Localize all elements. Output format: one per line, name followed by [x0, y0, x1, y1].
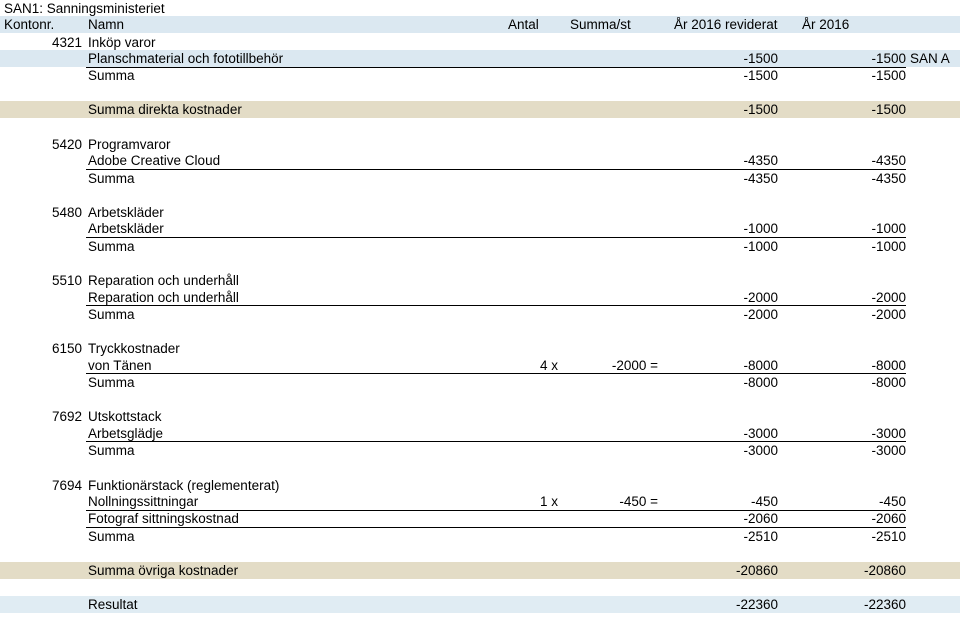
- account-header-row: [0, 408, 960, 425]
- header-year: År 2016: [802, 17, 850, 32]
- item-name: Arbetsglädje: [88, 426, 164, 441]
- sum-year: -3000: [871, 443, 906, 458]
- item-name: Reparation och underhåll: [88, 290, 239, 305]
- item-name: Nollningssittningar: [88, 494, 199, 509]
- line-item-row: [0, 50, 960, 67]
- item-note: SAN A: [910, 51, 950, 66]
- account-number: 7692: [51, 409, 82, 424]
- account-number: 7694: [51, 478, 82, 493]
- item-year: -1500: [871, 51, 906, 66]
- sum-revised: -2000: [743, 307, 778, 322]
- account-header-row: [0, 340, 960, 357]
- item-revised: -1500: [743, 51, 778, 66]
- line-item-row: [0, 152, 960, 169]
- sum-revised: -4350: [743, 171, 778, 186]
- item-year: -8000: [871, 358, 906, 373]
- header-revised: År 2016 reviderat: [674, 17, 778, 32]
- sum-label: Summa: [88, 68, 135, 83]
- item-name: Planschmaterial och fototillbehör: [88, 51, 284, 66]
- sheet-title: SAN1: Sanningsministeriet: [4, 1, 165, 16]
- item-year: -450: [878, 494, 906, 509]
- sum-row: [0, 528, 960, 545]
- sum-year: -2000: [871, 307, 906, 322]
- item-qty: 4 x: [539, 358, 558, 373]
- sum-revised: -1000: [743, 239, 778, 254]
- sum-year: -1000: [871, 239, 906, 254]
- direct-costs-row: [0, 101, 960, 118]
- item-revised: -1000: [743, 221, 778, 236]
- sum-row: [0, 238, 960, 255]
- item-year: -4350: [871, 153, 906, 168]
- sum-revised: -3000: [743, 443, 778, 458]
- item-price: -2000 =: [611, 358, 658, 373]
- item-name: Fotograf sittningskostnad: [88, 511, 239, 526]
- item-year: -3000: [871, 426, 906, 441]
- result-year: -22360: [863, 597, 906, 612]
- sum-row: [0, 170, 960, 187]
- sum-label: Summa: [88, 443, 135, 458]
- account-title: Utskottstack: [88, 409, 162, 424]
- sum-label: Summa: [88, 307, 135, 322]
- item-revised: -450: [750, 494, 778, 509]
- sum-revised: -1500: [743, 68, 778, 83]
- account-header-row: [0, 272, 960, 289]
- sum-label: Summa: [88, 529, 135, 544]
- line-item-row: [0, 510, 960, 527]
- other-costs-label: Summa övriga kostnader: [88, 563, 239, 578]
- sum-year: -2510: [871, 529, 906, 544]
- account-title: Tryckkostnader: [88, 341, 180, 356]
- header-qty: Antal: [508, 17, 539, 32]
- account-number: 6150: [51, 341, 82, 356]
- other-costs-year: -20860: [863, 563, 906, 578]
- item-revised: -8000: [743, 358, 778, 373]
- sheet-title-row: [0, 0, 960, 17]
- account-header-row: [0, 34, 960, 51]
- item-year: -2060: [871, 511, 906, 526]
- direct-costs-year: -1500: [871, 102, 906, 117]
- account-number: 5420: [51, 137, 82, 152]
- item-name: von Tänen: [88, 358, 152, 373]
- line-item-row: [0, 425, 960, 442]
- result-revised: -22360: [735, 597, 778, 612]
- direct-costs-label: Summa direkta kostnader: [88, 102, 242, 117]
- sum-row: [0, 306, 960, 323]
- account-title: Inköp varor: [88, 35, 156, 50]
- item-price: -450 =: [619, 494, 658, 509]
- item-name: Arbetskläder: [88, 221, 164, 236]
- account-number: 5510: [51, 273, 82, 288]
- item-revised: -2000: [743, 290, 778, 305]
- column-header-row: [0, 16, 960, 33]
- result-row: [0, 596, 960, 613]
- item-qty: 1 x: [539, 494, 558, 509]
- sum-year: -4350: [871, 171, 906, 186]
- line-item-row: [0, 493, 960, 510]
- header-name: Namn: [88, 17, 125, 32]
- sum-row: [0, 67, 960, 84]
- account-header-row: [0, 477, 960, 494]
- item-revised: -2060: [743, 511, 778, 526]
- item-revised: -3000: [743, 426, 778, 441]
- line-item-row: [0, 220, 960, 237]
- account-title: Funktionärstack (reglementerat): [88, 478, 280, 493]
- item-name: Adobe Creative Cloud: [88, 153, 221, 168]
- direct-costs-revised: -1500: [743, 102, 778, 117]
- item-revised: -4350: [743, 153, 778, 168]
- item-year: -1000: [871, 221, 906, 236]
- sum-label: Summa: [88, 171, 135, 186]
- other-costs-row: [0, 562, 960, 579]
- header-price: Summa/st: [570, 17, 631, 32]
- account-number: 5480: [51, 205, 82, 220]
- account-header-row: [0, 136, 960, 153]
- account-title: Reparation och underhåll: [88, 273, 239, 288]
- result-label: Resultat: [88, 597, 138, 612]
- account-title: Programvaror: [88, 137, 171, 152]
- sum-row: [0, 442, 960, 459]
- line-item-row: [0, 289, 960, 306]
- account-header-row: [0, 204, 960, 221]
- sum-label: Summa: [88, 239, 135, 254]
- line-item-row: [0, 357, 960, 374]
- sum-row: [0, 374, 960, 391]
- account-title: Arbetskläder: [88, 205, 164, 220]
- sum-label: Summa: [88, 375, 135, 390]
- account-number: 4321: [51, 35, 82, 50]
- sum-year: -1500: [871, 68, 906, 83]
- sum-revised: -8000: [743, 375, 778, 390]
- item-year: -2000: [871, 290, 906, 305]
- other-costs-revised: -20860: [735, 563, 778, 578]
- sum-revised: -2510: [743, 529, 778, 544]
- header-account: Kontonr.: [4, 17, 55, 32]
- sum-year: -8000: [871, 375, 906, 390]
